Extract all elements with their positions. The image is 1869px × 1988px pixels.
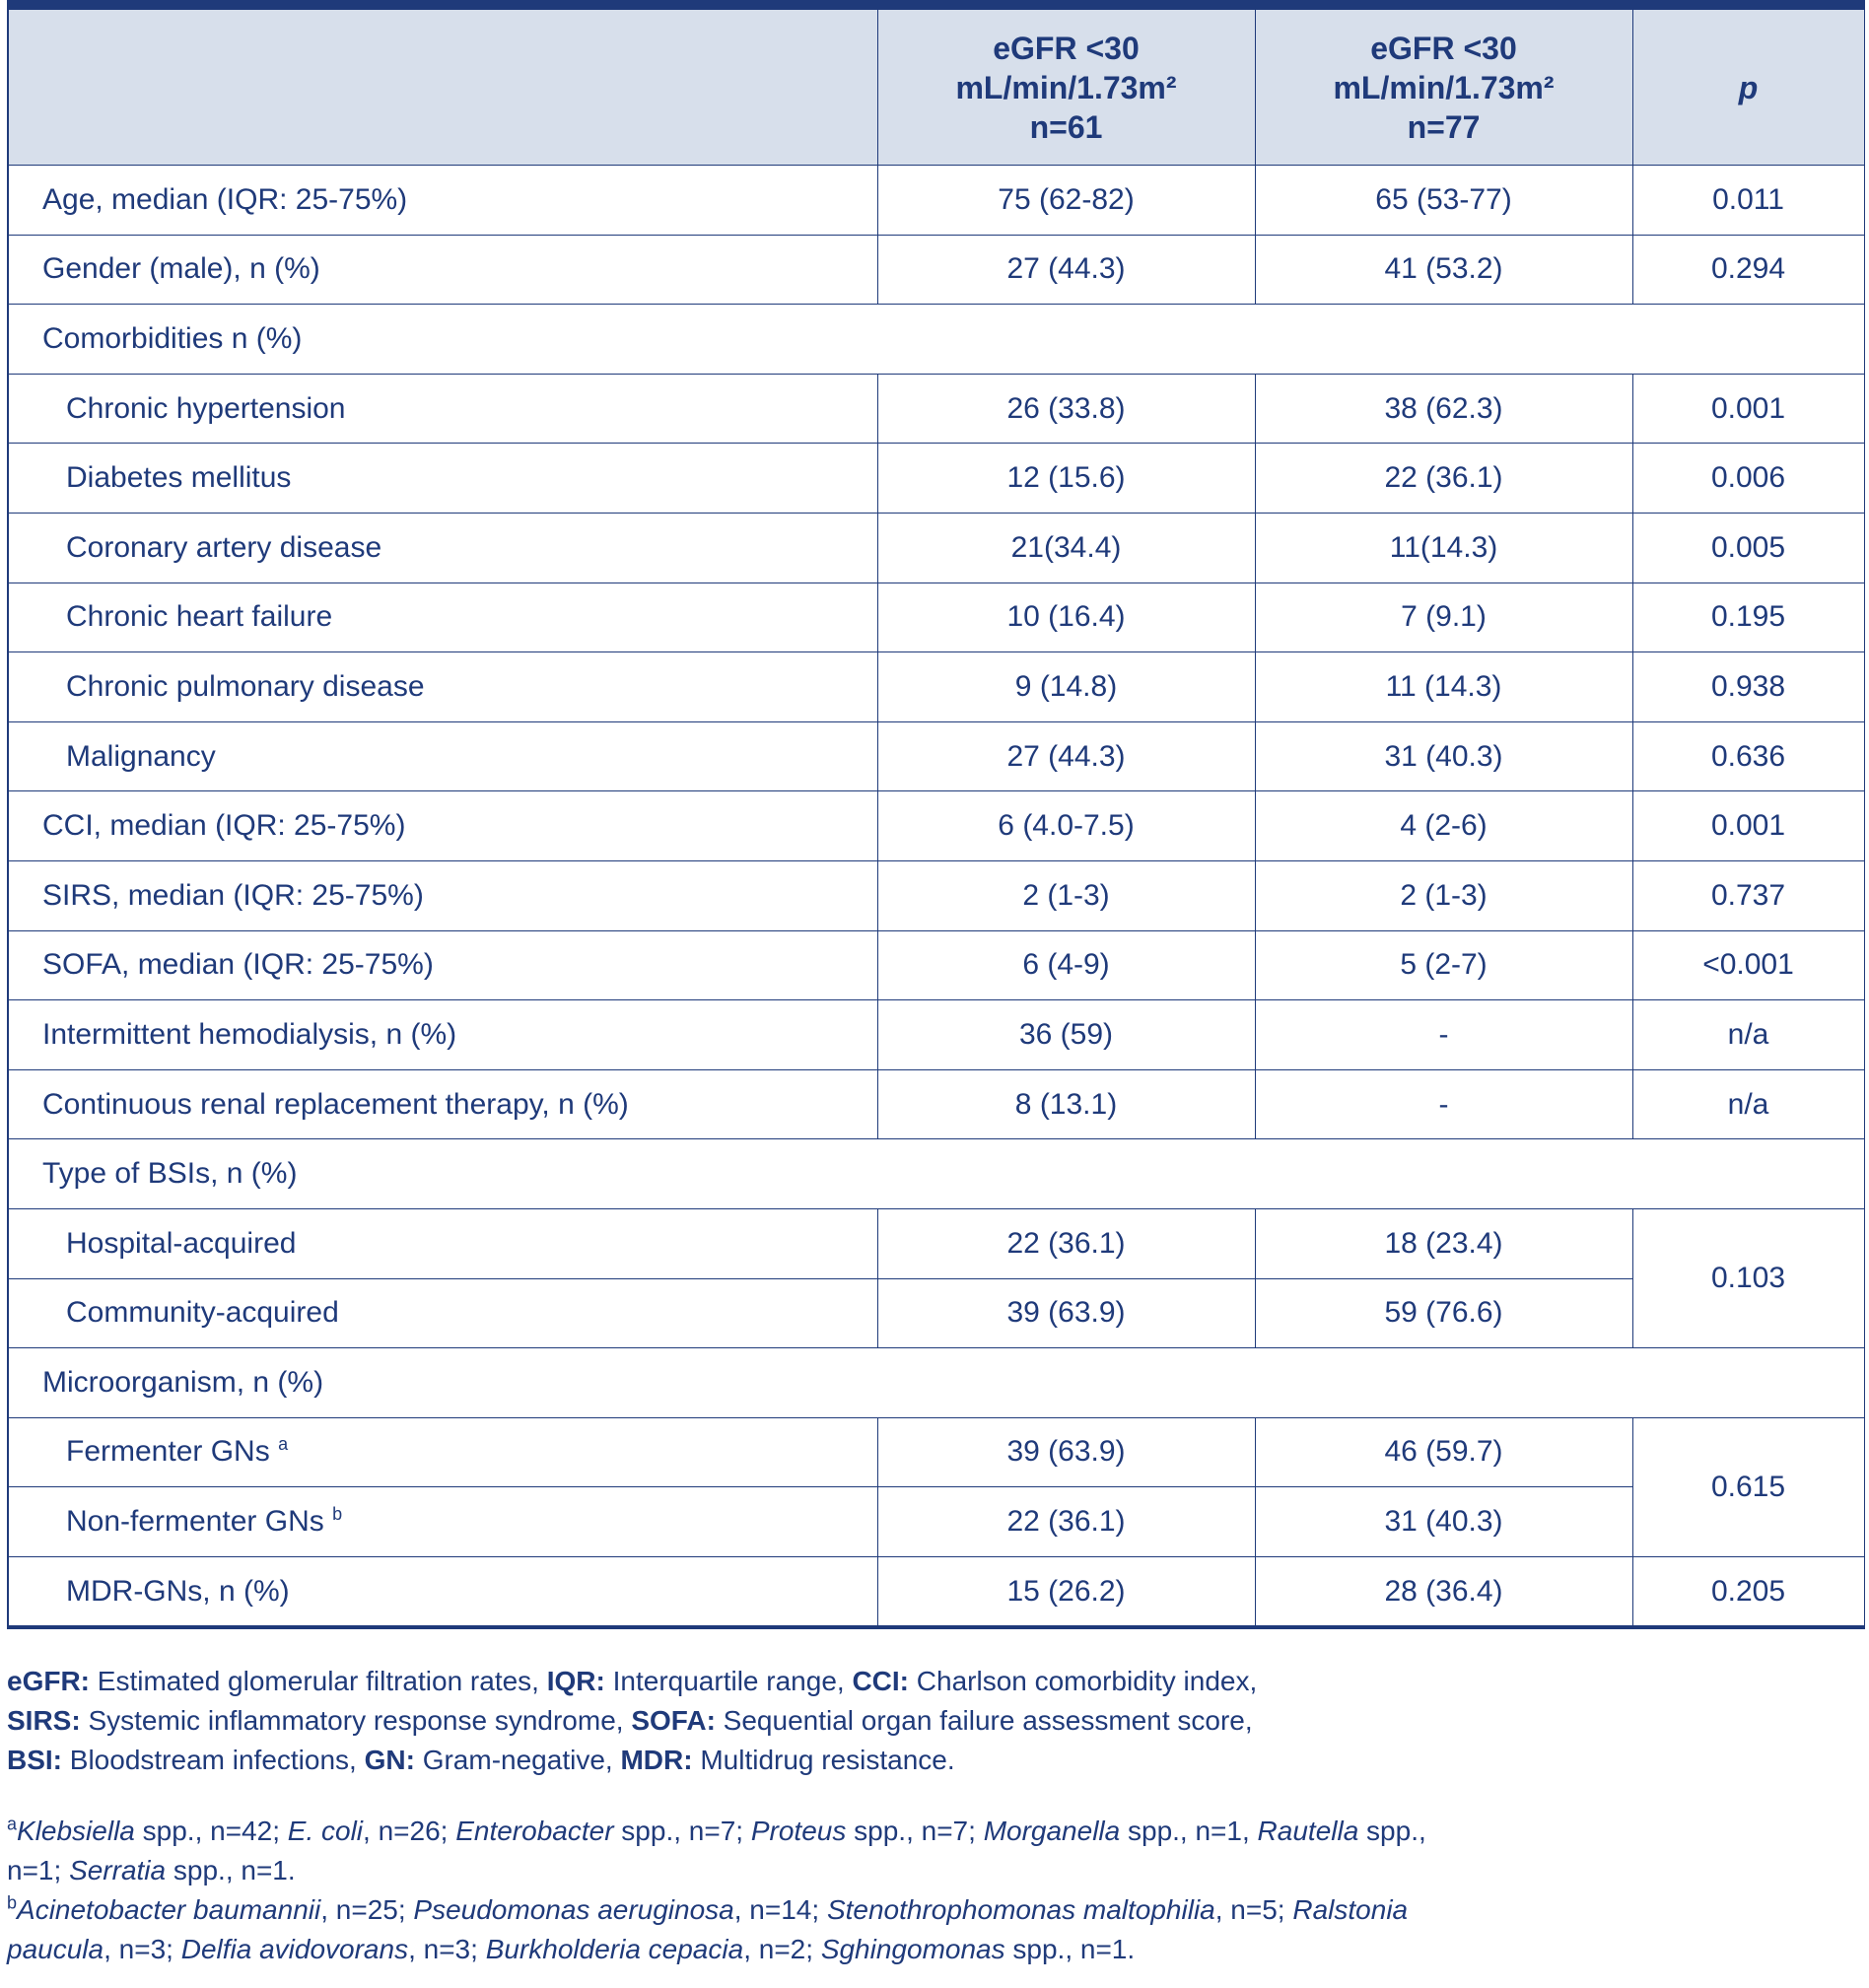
row-label	[8, 1556, 877, 1627]
section-heading: Microorganism, n (%)	[8, 1348, 1864, 1418]
row-label-text: Chronic pulmonary disease	[66, 669, 425, 703]
footnote-text: n=1;	[7, 1855, 70, 1885]
value-group-1: 10 (16.4)	[877, 583, 1255, 652]
organism-name: Klebsiella	[17, 1816, 135, 1846]
table-row	[8, 930, 1864, 1000]
row-label	[8, 1487, 877, 1557]
value-group-2: 2 (1-3)	[1255, 860, 1632, 930]
abbreviation-value: Gram-negative,	[414, 1745, 621, 1775]
organism-name: Enterobacter	[455, 1816, 614, 1846]
footnote-text: , n=14;	[733, 1894, 827, 1925]
value-group-1: 39 (63.9)	[877, 1278, 1255, 1348]
footnote-text: spp., n=1,	[1120, 1816, 1258, 1846]
section-heading: Type of BSIs, n (%)	[8, 1139, 1864, 1209]
row-label-text: Coronary artery disease	[66, 530, 382, 564]
table-row	[8, 444, 1864, 514]
results-table	[7, 0, 1865, 1629]
abbreviation-key: MDR:	[620, 1745, 693, 1775]
value-group-1: 27 (44.3)	[877, 235, 1255, 305]
row-label-text: CCI, median (IQR: 25-75%)	[42, 809, 406, 843]
row-label	[8, 235, 877, 305]
abbreviation-key: GN:	[364, 1745, 415, 1775]
table-body	[8, 166, 1864, 1628]
p-value: 0.737	[1632, 860, 1864, 930]
row-label-text: Gender (male), n (%)	[42, 252, 320, 286]
table-row	[8, 166, 1864, 236]
row-label	[8, 583, 877, 652]
table-row	[8, 1556, 1864, 1627]
value-group-2: 11 (14.3)	[1255, 652, 1632, 722]
table-row	[8, 721, 1864, 791]
value-group-2: 59 (76.6)	[1255, 1278, 1632, 1348]
abbreviations-note	[7, 1662, 1840, 1780]
value-group-1: 9 (14.8)	[877, 652, 1255, 722]
table-row	[8, 1069, 1864, 1139]
value-group-1: 6 (4-9)	[877, 930, 1255, 1000]
value-group-1: 15 (26.2)	[877, 1556, 1255, 1627]
p-value: n/a	[1632, 1069, 1864, 1139]
row-label	[8, 791, 877, 861]
header-group-2-line-1: eGFR <30	[1370, 30, 1517, 66]
value-group-1: 27 (44.3)	[877, 721, 1255, 791]
section-row	[8, 1139, 1864, 1209]
footnote-marker: b	[332, 1504, 343, 1525]
organism-name: Burkholderia cepacia	[485, 1934, 744, 1964]
footnote-text: , n=2;	[743, 1934, 821, 1964]
footnote-marker: a	[7, 1814, 18, 1834]
row-label	[8, 444, 877, 514]
row-label-text: SOFA, median (IQR: 25-75%)	[42, 948, 434, 982]
footnote-text: , n=3;	[104, 1934, 181, 1964]
abbreviation-value: Sequential organ failure assessment score,	[715, 1705, 1253, 1736]
row-label-text: Malignancy	[66, 739, 216, 773]
footnote-text: , n=5;	[1214, 1894, 1293, 1925]
row-label	[8, 1000, 877, 1070]
row-label-text: Continuous renal replacement therapy, n (%)	[42, 1087, 629, 1121]
organism-name: Rautella	[1257, 1816, 1359, 1846]
footnote-text: spp., n=7;	[613, 1816, 751, 1846]
row-label-text: Age, median (IQR: 25-75%)	[42, 182, 408, 216]
table-row	[8, 235, 1864, 305]
row-label	[8, 1069, 877, 1139]
abbreviation-value: Charlson comorbidity index,	[909, 1666, 1258, 1696]
value-group-2: -	[1255, 1069, 1632, 1139]
row-label	[8, 1278, 877, 1348]
table-row	[8, 374, 1864, 444]
row-label	[8, 930, 877, 1000]
footnote-marker: a	[278, 1434, 289, 1455]
value-group-2: 65 (53-77)	[1255, 166, 1632, 236]
value-group-2: 41 (53.2)	[1255, 235, 1632, 305]
section-row	[8, 1348, 1864, 1418]
abbreviation-value: Bloodstream infections,	[62, 1745, 365, 1775]
abbreviation-key: eGFR:	[7, 1666, 90, 1696]
table-row	[8, 1000, 1864, 1070]
abbreviation-key: BSI:	[7, 1745, 62, 1775]
row-label-text: Diabetes mellitus	[66, 461, 292, 495]
organism-name: paucula	[7, 1934, 104, 1964]
table-row	[8, 513, 1864, 583]
abbreviations-line-1	[7, 1662, 1840, 1701]
p-value: 0.615	[1632, 1417, 1864, 1556]
abbreviations-line-2	[7, 1701, 1840, 1741]
footnote-a	[7, 1812, 1840, 1890]
abbreviation-value: Systemic inflammatory response syndrome,	[80, 1705, 632, 1736]
organism-name: Stenothrophomonas maltophilia	[826, 1894, 1215, 1925]
p-value: 0.005	[1632, 513, 1864, 583]
value-group-1: 75 (62-82)	[877, 166, 1255, 236]
organism-name: Pseudomonas aeruginosa	[413, 1894, 734, 1925]
value-group-2: 28 (36.4)	[1255, 1556, 1632, 1627]
row-label	[8, 652, 877, 722]
p-value: 0.294	[1632, 235, 1864, 305]
organism-name: Proteus	[750, 1816, 847, 1846]
row-label-text: Intermittent hemodialysis, n (%)	[42, 1017, 457, 1051]
value-group-1: 39 (63.9)	[877, 1417, 1255, 1487]
value-group-1: 2 (1-3)	[877, 860, 1255, 930]
header-group-1-line-1: eGFR <30	[993, 30, 1140, 66]
value-group-1: 6 (4.0-7.5)	[877, 791, 1255, 861]
row-label-text: Hospital-acquired	[66, 1226, 297, 1260]
p-value: 0.205	[1632, 1556, 1864, 1627]
footnote-text: , n=3;	[408, 1934, 486, 1964]
row-label	[8, 1208, 877, 1278]
abbreviation-key: CCI:	[852, 1666, 909, 1696]
row-label-text: Fermenter GNs	[66, 1435, 270, 1469]
p-value: 0.006	[1632, 444, 1864, 514]
value-group-2: 46 (59.7)	[1255, 1417, 1632, 1487]
row-label	[8, 721, 877, 791]
header-group-2	[1255, 5, 1632, 166]
value-group-2: -	[1255, 1000, 1632, 1070]
header-group-1-line-2: mL/min/1.73m²	[955, 69, 1177, 105]
row-label-text: SIRS, median (IQR: 25-75%)	[42, 878, 424, 912]
row-label	[8, 166, 877, 236]
row-label	[8, 513, 877, 583]
footnote-text: , n=25;	[320, 1894, 414, 1925]
organism-name: Ralstonia	[1292, 1894, 1409, 1925]
table-row	[8, 652, 1864, 722]
table-row	[8, 1278, 1864, 1348]
table-row	[8, 583, 1864, 652]
organism-name: Morganella	[983, 1816, 1121, 1846]
abbreviation-key: SIRS:	[7, 1705, 81, 1736]
row-label-text: Chronic heart failure	[66, 600, 333, 634]
p-value: n/a	[1632, 1000, 1864, 1070]
value-group-1: 22 (36.1)	[877, 1208, 1255, 1278]
row-label-text: Non-fermenter GNs	[66, 1505, 324, 1539]
value-group-2: 38 (62.3)	[1255, 374, 1632, 444]
organism-name: Acinetobacter baumannii	[17, 1894, 321, 1925]
row-label-text: Community-acquired	[66, 1296, 339, 1330]
footnote-text: spp., n=42;	[134, 1816, 288, 1846]
header-group-1-line-3: n=61	[1029, 108, 1103, 145]
abbreviation-value: Estimated glomerular filtration rates,	[90, 1666, 547, 1696]
organism-name: Delfia avidovorans	[180, 1934, 409, 1964]
footnote-text: , n=26;	[363, 1816, 456, 1846]
footnote-text: spp., n=7;	[846, 1816, 984, 1846]
value-group-2: 4 (2-6)	[1255, 791, 1632, 861]
p-value: 0.001	[1632, 791, 1864, 861]
header-group-2-line-2: mL/min/1.73m²	[1333, 69, 1555, 105]
p-value: 0.636	[1632, 721, 1864, 791]
abbreviation-value: Multidrug resistance.	[692, 1745, 955, 1775]
abbreviations-line-3	[7, 1741, 1840, 1780]
abbreviation-value: Interquartile range,	[604, 1666, 853, 1696]
table-row	[8, 1417, 1864, 1487]
value-group-2: 31 (40.3)	[1255, 1487, 1632, 1557]
row-label	[8, 860, 877, 930]
p-value: 0.011	[1632, 166, 1864, 236]
row-label-text: MDR-GNs, n (%)	[66, 1574, 290, 1608]
footnote-text: spp., n=1.	[1004, 1934, 1136, 1964]
value-group-2: 5 (2-7)	[1255, 930, 1632, 1000]
footnote-b	[7, 1890, 1840, 1969]
p-value: 0.938	[1632, 652, 1864, 722]
row-label	[8, 374, 877, 444]
header-row	[8, 5, 1864, 166]
value-group-2: 22 (36.1)	[1255, 444, 1632, 514]
section-heading: Comorbidities n (%)	[8, 305, 1864, 375]
value-group-1: 8 (13.1)	[877, 1069, 1255, 1139]
organism-name: Serratia	[69, 1855, 167, 1885]
table-row	[8, 1208, 1864, 1278]
p-value: 0.103	[1632, 1208, 1864, 1347]
header-p-value: p	[1632, 5, 1864, 166]
header-label-cell	[8, 5, 877, 166]
value-group-2: 18 (23.4)	[1255, 1208, 1632, 1278]
table-container	[7, 0, 1863, 1629]
p-value: 0.001	[1632, 374, 1864, 444]
table-row	[8, 791, 1864, 861]
value-group-2: 31 (40.3)	[1255, 721, 1632, 791]
value-group-1: 21(34.4)	[877, 513, 1255, 583]
footnote-marker: b	[7, 1892, 18, 1913]
table-row	[8, 860, 1864, 930]
value-group-1: 12 (15.6)	[877, 444, 1255, 514]
header-group-2-line-3: n=77	[1407, 108, 1481, 145]
abbreviation-key: SOFA:	[631, 1705, 716, 1736]
value-group-2: 11(14.3)	[1255, 513, 1632, 583]
p-value: <0.001	[1632, 930, 1864, 1000]
p-value: 0.195	[1632, 583, 1864, 652]
footnote-text: spp., n=1.	[166, 1855, 296, 1885]
table-row	[8, 1487, 1864, 1557]
footnote-text: spp.,	[1358, 1816, 1426, 1846]
value-group-1: 26 (33.8)	[877, 374, 1255, 444]
value-group-1: 22 (36.1)	[877, 1487, 1255, 1557]
organism-name: Sghingomonas	[820, 1934, 1005, 1964]
value-group-2: 7 (9.1)	[1255, 583, 1632, 652]
section-row	[8, 305, 1864, 375]
row-label	[8, 1417, 877, 1487]
row-label-text: Chronic hypertension	[66, 391, 346, 425]
value-group-1: 36 (59)	[877, 1000, 1255, 1070]
abbreviation-key: IQR:	[546, 1666, 605, 1696]
header-group-1	[877, 5, 1255, 166]
organism-name: E. coli	[287, 1816, 364, 1846]
